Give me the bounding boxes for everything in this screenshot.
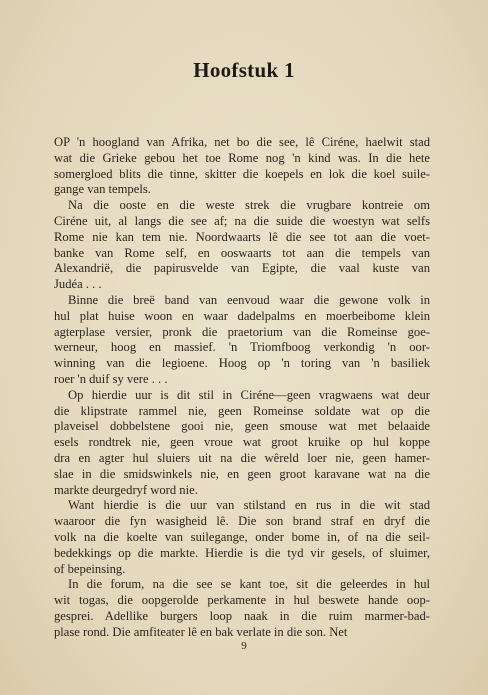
text-line: Judéa . . . bbox=[54, 277, 102, 292]
text-line: gesprei. Adellike burgers loop naak in die ruim marmer-bad- bbox=[54, 608, 430, 623]
paragraph bbox=[54, 388, 430, 499]
text-line: plaveisel dobbelstene gooi nie, geen smouse wat met belaaide bbox=[54, 419, 430, 434]
text-line: volk na die koelte van suilegange, onder bome in, of na die seil- bbox=[54, 529, 430, 544]
text-line: In die forum, na die see se kant toe, sit die geleerdes in hul bbox=[68, 577, 430, 592]
text-line: OP 'n hoogland van Afrika, net bo die see, lê Ciréne, haelwit stad bbox=[54, 135, 430, 149]
paragraph bbox=[54, 498, 430, 577]
text-line: markte deurgedryf word nie. bbox=[54, 482, 198, 497]
paragraph bbox=[54, 293, 430, 388]
chapter-title: Hoofstuk 1 bbox=[193, 58, 295, 82]
text-line: bedekkings op die markte. Hierdie is die tyd vir gesels, of sluimer, bbox=[54, 545, 430, 560]
paragraph bbox=[54, 135, 430, 198]
paragraph bbox=[54, 577, 430, 640]
text-line: slae in die smidswinkels nie, en geen groot karavane wat na die bbox=[54, 466, 430, 481]
paragraph bbox=[54, 198, 430, 293]
page-number: 9 bbox=[241, 640, 247, 652]
text-line: werneur, hoog en massief. 'n Triomfboog verkondig 'n oor- bbox=[54, 340, 430, 355]
text-line: Na die ooste en die weste strek die vrugbare kontreie om bbox=[68, 198, 430, 213]
text-line: hul plat huise woon en waar dadelpalms en moerbeibome klein bbox=[54, 308, 430, 323]
text-line: of bepeinsing. bbox=[54, 561, 126, 576]
text-line: gange van tempels. bbox=[54, 182, 151, 197]
text-line: Alexandrië, die papirusvelde van Egipte, die vaal kuste van bbox=[54, 261, 430, 276]
text-line: esels rondtrek nie, geen vroue wat groot kruike op hul koppe bbox=[54, 435, 430, 450]
text-line: banke van Rome self, en ooswaarts tot aan die tempels van bbox=[54, 245, 430, 260]
text-line: wat die Grieke gebou het toe Rome nog 'n kind was. In die hete bbox=[54, 150, 430, 165]
text-line: dra en agter hul sluiers uit na die wêreld loer nie, geen hamer- bbox=[54, 450, 430, 465]
text-line: plase rond. Die amfiteater lê en bak verlate in die son. Net bbox=[54, 624, 348, 639]
text-line: Want hierdie is die uur van stilstand en rus in die wit stad bbox=[68, 498, 430, 513]
text-line: somergloed blits die tinne, skitter die koepels en lok die koel suile- bbox=[54, 166, 430, 181]
text-line: roer 'n duif sy vere . . . bbox=[54, 371, 168, 386]
text-line: Ciréne uit, al langs die see af; na die suide die woestyn wat selfs bbox=[54, 213, 430, 228]
text-line: die klipstrate rammel nie, geen Romeinse soldate wat op die bbox=[54, 403, 430, 418]
body-text bbox=[54, 135, 430, 641]
text-line: Op hierdie uur is dit stil in Ciréne—geen vragwaens wat deur bbox=[68, 387, 430, 402]
text-line: winning van die legioene. Hoog op 'n toring van 'n basiliek bbox=[54, 356, 430, 371]
text-line: agterplase versier, pronk die praetorium van die Romeinse goe- bbox=[54, 324, 430, 339]
text-line: Rome nie kan tem nie. Noordwaarts lê die see tot aan die voet- bbox=[54, 229, 430, 244]
text-line: wit togas, die oopgerolde perkamente in hul beswete hande oop- bbox=[54, 593, 430, 608]
text-line: Binne die breë band van eenvoud waar die gewone volk in bbox=[68, 292, 430, 307]
text-line: waaroor die fyn wasigheid lê. Die son brand straf en dryf die bbox=[54, 514, 430, 529]
